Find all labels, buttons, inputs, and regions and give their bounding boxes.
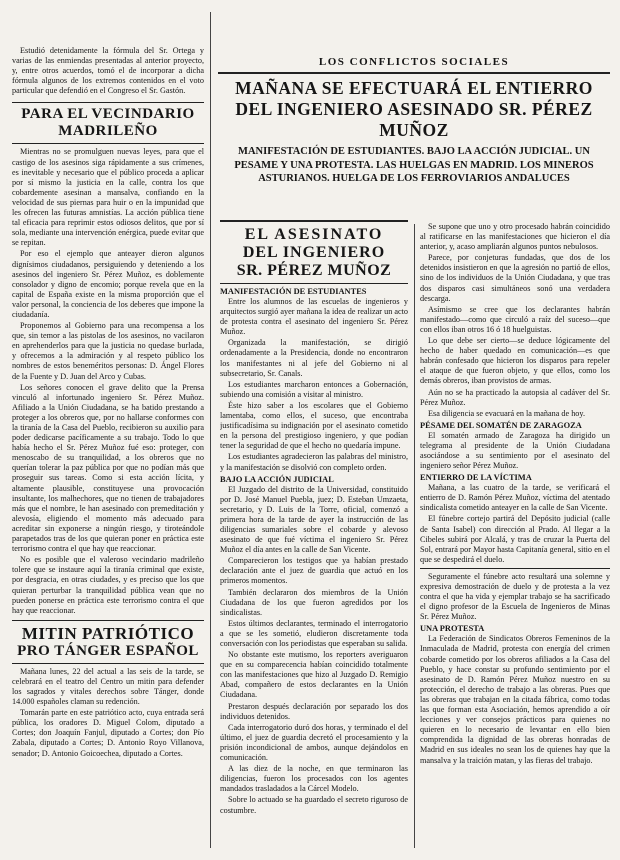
article-paragraph: No obstante este mutismo, los reporters averiguaron que en su comparecencia habían coincidido totalmente con las manifestaciones que hizo al Juzgado D. Remigio Abad, compañero de estos declarantes en la Unión Ciudadana.	[220, 650, 408, 700]
subheading: BAJO LA ACCIÓN JUDICIAL	[220, 474, 334, 484]
article-paragraph: Esa diligencia se evacuará en la mañana de hoy.	[428, 408, 586, 418]
main-headline-3: MUÑOZ	[379, 120, 449, 140]
article-paragraph: Los señores conocen el grave delito que la Prensa vinculó al infortunado ingeniero Sr. Pérez Muñoz. Afiliado a la Unión Ciudadana, se ha batido prestando a proteger a los obreros que, por no hallarse conformes con la tiranía de la Casa del Pueblo, recibieron su auxilio para poder dedicarse pacíficamente a su trabajo. Todo lo que había hecho el Sr. Pérez Muñoz fué eso: proteger, con menoscabo de su tranquilidad, a los obreros que no querían tolerar la paz pública por que no podían más que proseguir sus tareas. Como si esta acción lícita, y altamente plausible, constituyese una provocación insultante, los malhechores, que no tienen de trabajadores más que el nombre, le han asesinado con premeditación y alevosía, eligiendo el momento más adecuado para acreditar sin exponerse a ningún riesgo, y tiroteándole parapetados tras de los que quieran poner en práctica este terrorismo contra el que hay que reaccionar.	[12, 382, 204, 554]
mitin-headline-2: PRO TÁNGER ESPAÑOL	[17, 642, 199, 659]
article-paragraph: Los estudiantes agradecieron las palabras del ministro, y la manifestación se disolvió con completo orden.	[220, 452, 408, 472]
subheading: UNA PROTESTA	[420, 624, 485, 634]
article-paragraph: No es posible que el valeroso vecindario madrileño tolere que se instaure aquí la tiranía criminal que existe, por desgracia, en otras ciudades, y es preciso que los que quieran perturbar la tranquilidad pública vean que no pueden ponerse en práctica este terrorismo contra el que hay que reaccionar.	[12, 555, 204, 615]
section-title: LOS CONFLICTOS SOCIALES	[318, 56, 510, 68]
article-headline-1: EL ASESINATO	[244, 226, 384, 243]
article-paragraph: Mañana lunes, 22 del actual a las seis de la tarde, se celebrará en el teatro del Centro un mitin para defender los sagrados y vitales derechos sobre Tánger, donde 14.000 españoles claman su redención.	[12, 666, 204, 707]
divider	[218, 72, 610, 74]
subheading: PÉSAME DEL SOMATÉN DE ZARAGOZA	[420, 420, 582, 430]
article-paragraph: El Juzgado del distrito de la Universidad, constituido por D. José Manuel Puebla, juez; D. Esteban Umzaeta, secretario, y D. Luis de la Torre, oficial, comenzó a primera hora de la tarde de ayer la instrucción de las diligencias sumariales sobre el cobarde y alevoso asesinato de que fué víctima el ingeniero Sr. Pérez Muñoz el día antes en la calle de San Vicente.	[220, 484, 408, 555]
article-paragraph: Por eso el ejemplo que anteayer dieron algunos dignísimos ciudadanos, persiguiendo y deteniendo a los asesinos del ingeniero Sr. Pérez Muñoz, es doblemente consolador y digno de encomio; porque revela que en la capital de España existe en la misma proporción que el valor personal, la conciencia de los deberes que impone la ciudadanía.	[12, 249, 204, 319]
article-paragraph: Cada interrogatorio duró dos horas, y terminado el del último, el juez de guardia decretó el procesamiento y la prisión incondicional de ambos, aunque dejándolos en comunicación.	[220, 722, 408, 763]
vecindario-headline-1: PARA EL VECINDARIO	[21, 106, 195, 123]
article-paragraph: Parece, por conjeturas fundadas, que dos de los detenidos insistieron en que la agresión no partió de ellos, sino de los individuos de la Unión Ciudadana, y que tras dos disparos casi simultáneos sonó una verdadera descarga.	[420, 253, 610, 303]
article-paragraph: También declararon dos miembros de la Unión Ciudadana de los que fueron agredidos por los sindicalistas.	[220, 587, 408, 617]
article-paragraph: A las diez de la noche, en que terminaron las diligencias, fueron los procesados con los agentes mandados trasladados a la Cárcel Modelo.	[220, 764, 408, 794]
intro-paragraph: Estudió detenidamente la fórmula del Sr. Ortega y varias de las enmiendas presentadas al anterior proyecto, y, entre otros acuerdos, tomó el de incorporar a dicha fórmula algunos de los extremos contenidos en el voto particular que defendió en el Congreso el Sr. Gastón.	[12, 46, 204, 96]
article-paragraph: Se supone que uno y otro procesado habrán coincidido al ratificarse en las manifestaciones que hicieron el día anterior, y, acaso ampliarán algunos puntos nebulosos.	[420, 222, 610, 252]
article-paragraph: Los estudiantes marcharon entonces a Gobernación, subiendo una comisión a visitar al ministro.	[220, 379, 408, 399]
mitin-headline-1: MITIN PATRIÓTICO	[21, 623, 195, 643]
article-paragraph: Lo que debe ser cierto—se deduce lógicamente del hecho de haber quedado en comunicación—es que habrán confesado que hicieron los disparos para repeler el ataque de que fueron objeto, y que ellos, como los demás obreros, iban provistos de armas.	[420, 336, 610, 386]
article-headline-2: DEL INGENIERO	[242, 244, 386, 261]
divider	[12, 143, 204, 144]
article-paragraph: Aún no se ha practicado la autopsia al cadáver del Sr. Pérez Muñoz.	[420, 387, 610, 407]
vecindario-headline-2: MADRILEÑO	[58, 123, 158, 140]
divider	[12, 620, 204, 621]
article-paragraph: Asímismo se cree que los declarantes habrán manifestado—como que circuló a raíz del suceso—que con ellos iban otros 16 ó 18 huelguistas.	[420, 304, 610, 334]
article-paragraph: El somatén armado de Zaragoza ha dirigido un telegrama al presidente de la Unión Ciudadana asociándose a su sentimiento por el asesinato del ingeniero señor Pérez Muñoz.	[420, 430, 610, 471]
article-paragraph: Prestaron después declaración por separado los dos individuos detenidos.	[220, 701, 408, 721]
main-headline-2: DEL INGENIERO ASESINADO SR. PÉREZ	[235, 99, 593, 119]
article-paragraph: Sobre lo actuado se ha guardado el secreto riguroso de costumbre.	[220, 795, 408, 815]
divider	[220, 220, 408, 222]
divider	[220, 283, 408, 284]
middle-column	[220, 220, 408, 852]
newspaper-page	[12, 8, 610, 852]
deck: MANIFESTACIÓN DE ESTUDIANTES. BAJO LA ACCIÓN JUDICIAL. UN PESAME Y UNA PROTESTA. LAS HUELGAS EN MADRID. LOS MINEROS ASTURIANOS. HUELGA DE LOS FERROVIARIOS ANDALUCES	[234, 146, 594, 184]
article-paragraph: Comparecieron los testigos que ya habían prestado declaración ante el juez de guardia que actuó en los primeros momentos.	[220, 556, 408, 586]
article-paragraph: Proponemos al Gobierno para una recompensa a los que, sin temor a las pistolas de los asesinos, no vacilaron en aprehenderlos para que la justicia no quedase burlada, y ofrecemos a la admiración y al respeto público los nombres de estos beneméritos personas: D. Ángel Flores de la Fuente y D. Juan del Arco y Cubas.	[12, 321, 204, 381]
article-paragraph: Seguramente el fúnebre acto resultará una solemne y expresiva demostración de duelo y de protesta a la vez contra el que ha vida y ejemplar trabajo se ha sacrificado el digno profesor de la Escuela de Ingenieros de Minas Sr. Pérez Muñoz.	[420, 571, 610, 622]
subheading: MANIFESTACIÓN DE ESTUDIANTES	[220, 287, 367, 296]
right-column	[420, 222, 610, 852]
subheading: ENTIERRO DE LA VÍCTIMA	[420, 473, 532, 483]
top-banner	[218, 8, 610, 204]
divider	[420, 568, 610, 569]
main-headline-1: MAÑANA SE EFECTUARÁ EL ENTIERRO	[235, 78, 593, 98]
column-rule	[414, 224, 415, 848]
article-paragraph: Estos últimos declarantes, terminado el interrogatorio a que se les sometió, eludieron discretamente toda conversación con los periodistas que esperaban su salida.	[220, 618, 408, 648]
article-paragraph: Mientras no se promulguen nuevas leyes, para que el castigo de los asesinos siga rápidamente a sus crímenes, es inevitable y necesario que el público proceda a aplicar por sí mismo la justicia en la calle, contra los que cobardemente asesinan a mansalva, confiando en la velocidad de sus piernas para huir o en la impunidad que les ofrecen las futuras amnistías. La acción pública tiene tal eficacia para reprimir estos odiosos delitos, que por sí sola, mediante una intervención enérgica, puede evitar que se repitan.	[12, 147, 204, 248]
left-column	[12, 8, 204, 852]
article-paragraph: Mañana, a las cuatro de la tarde, se verificará el entierro de D. Ramón Pérez Muñoz, víctima del atentado sindicalista cometido anteayer en la calle de San Vicente.	[420, 483, 610, 513]
column-rule	[210, 12, 211, 848]
article-paragraph: Éste hizo saber a los escolares que el Gobierno lamentaba, como ellos, el suceso, que encontraba justificadísima su indignación por el asesinato cometido en la persona del prestigioso ingeniero, y que podían tener la seguridad de que el hecho no quedaría impune.	[220, 400, 408, 451]
article-paragraph: Entre los alumnos de las escuelas de ingenieros y arquitectos surgió ayer mañana la idea de realizar un acto de protesta contra el asesinato del ingeniero Sr. Pérez Muñoz.	[220, 297, 408, 337]
article-paragraph: El fúnebre cortejo partirá del Depósito judicial (calle de Santa Isabel) con dirección al Prado. Al llegar a la Cibeles subirá por Alcalá, y tras de cruzar la Puerta del Sol, entrará por Mayor hasta Capitanía general, sitio en el que se despedirá el duelo.	[420, 514, 610, 564]
article-paragraph: Organizada la manifestación, se dirigió ordenadamente a la Presidencia, donde no encontraron los manifestantes ni al jefe del Gobierno ni al subsecretario, Sr. Canals.	[220, 338, 408, 378]
divider	[12, 663, 204, 664]
article-paragraph: Tomarán parte en este patriótico acto, cuya entrada será pública, los oradores D. Miguel Colom, diputado a Cortes; don Joaquín Fanjul, diputado a Cortes; don Pío Zabala, diputado a Cortes; D. Antonio Royo Villanova, senador; D. Antonio Goicoechea, diputado a Cortes.	[12, 708, 204, 758]
article-headline-3: SR. PÉREZ MUÑOZ	[236, 262, 392, 279]
article-paragraph: La Federación de Sindicatos Obreros Femeninos de la Inmaculada de Madrid, protesta con energía del crimen cobarde cometido por los obreros afiliados a la Casa del Pueblo, y hace constar su profundo sentimiento por el asesinato de D. Ramón Pérez Muñoz nuestro en su protección, el derecho de trabajo a las obreras. Pues que las obreras que trabajan en la citada fábrica, como todas las que forman esta Asociación, hemos aprendido a oír lecciones y ver consejos prácticos para quienes no quieren en lo necesario de levantar en ello bien comprendida la dignidad de las obreras honradas de Madrid en sus ideales no sean los de quienes hay que la mansalva y la traición matan, y las fieras del trabajo.	[420, 634, 610, 765]
divider	[12, 102, 204, 103]
